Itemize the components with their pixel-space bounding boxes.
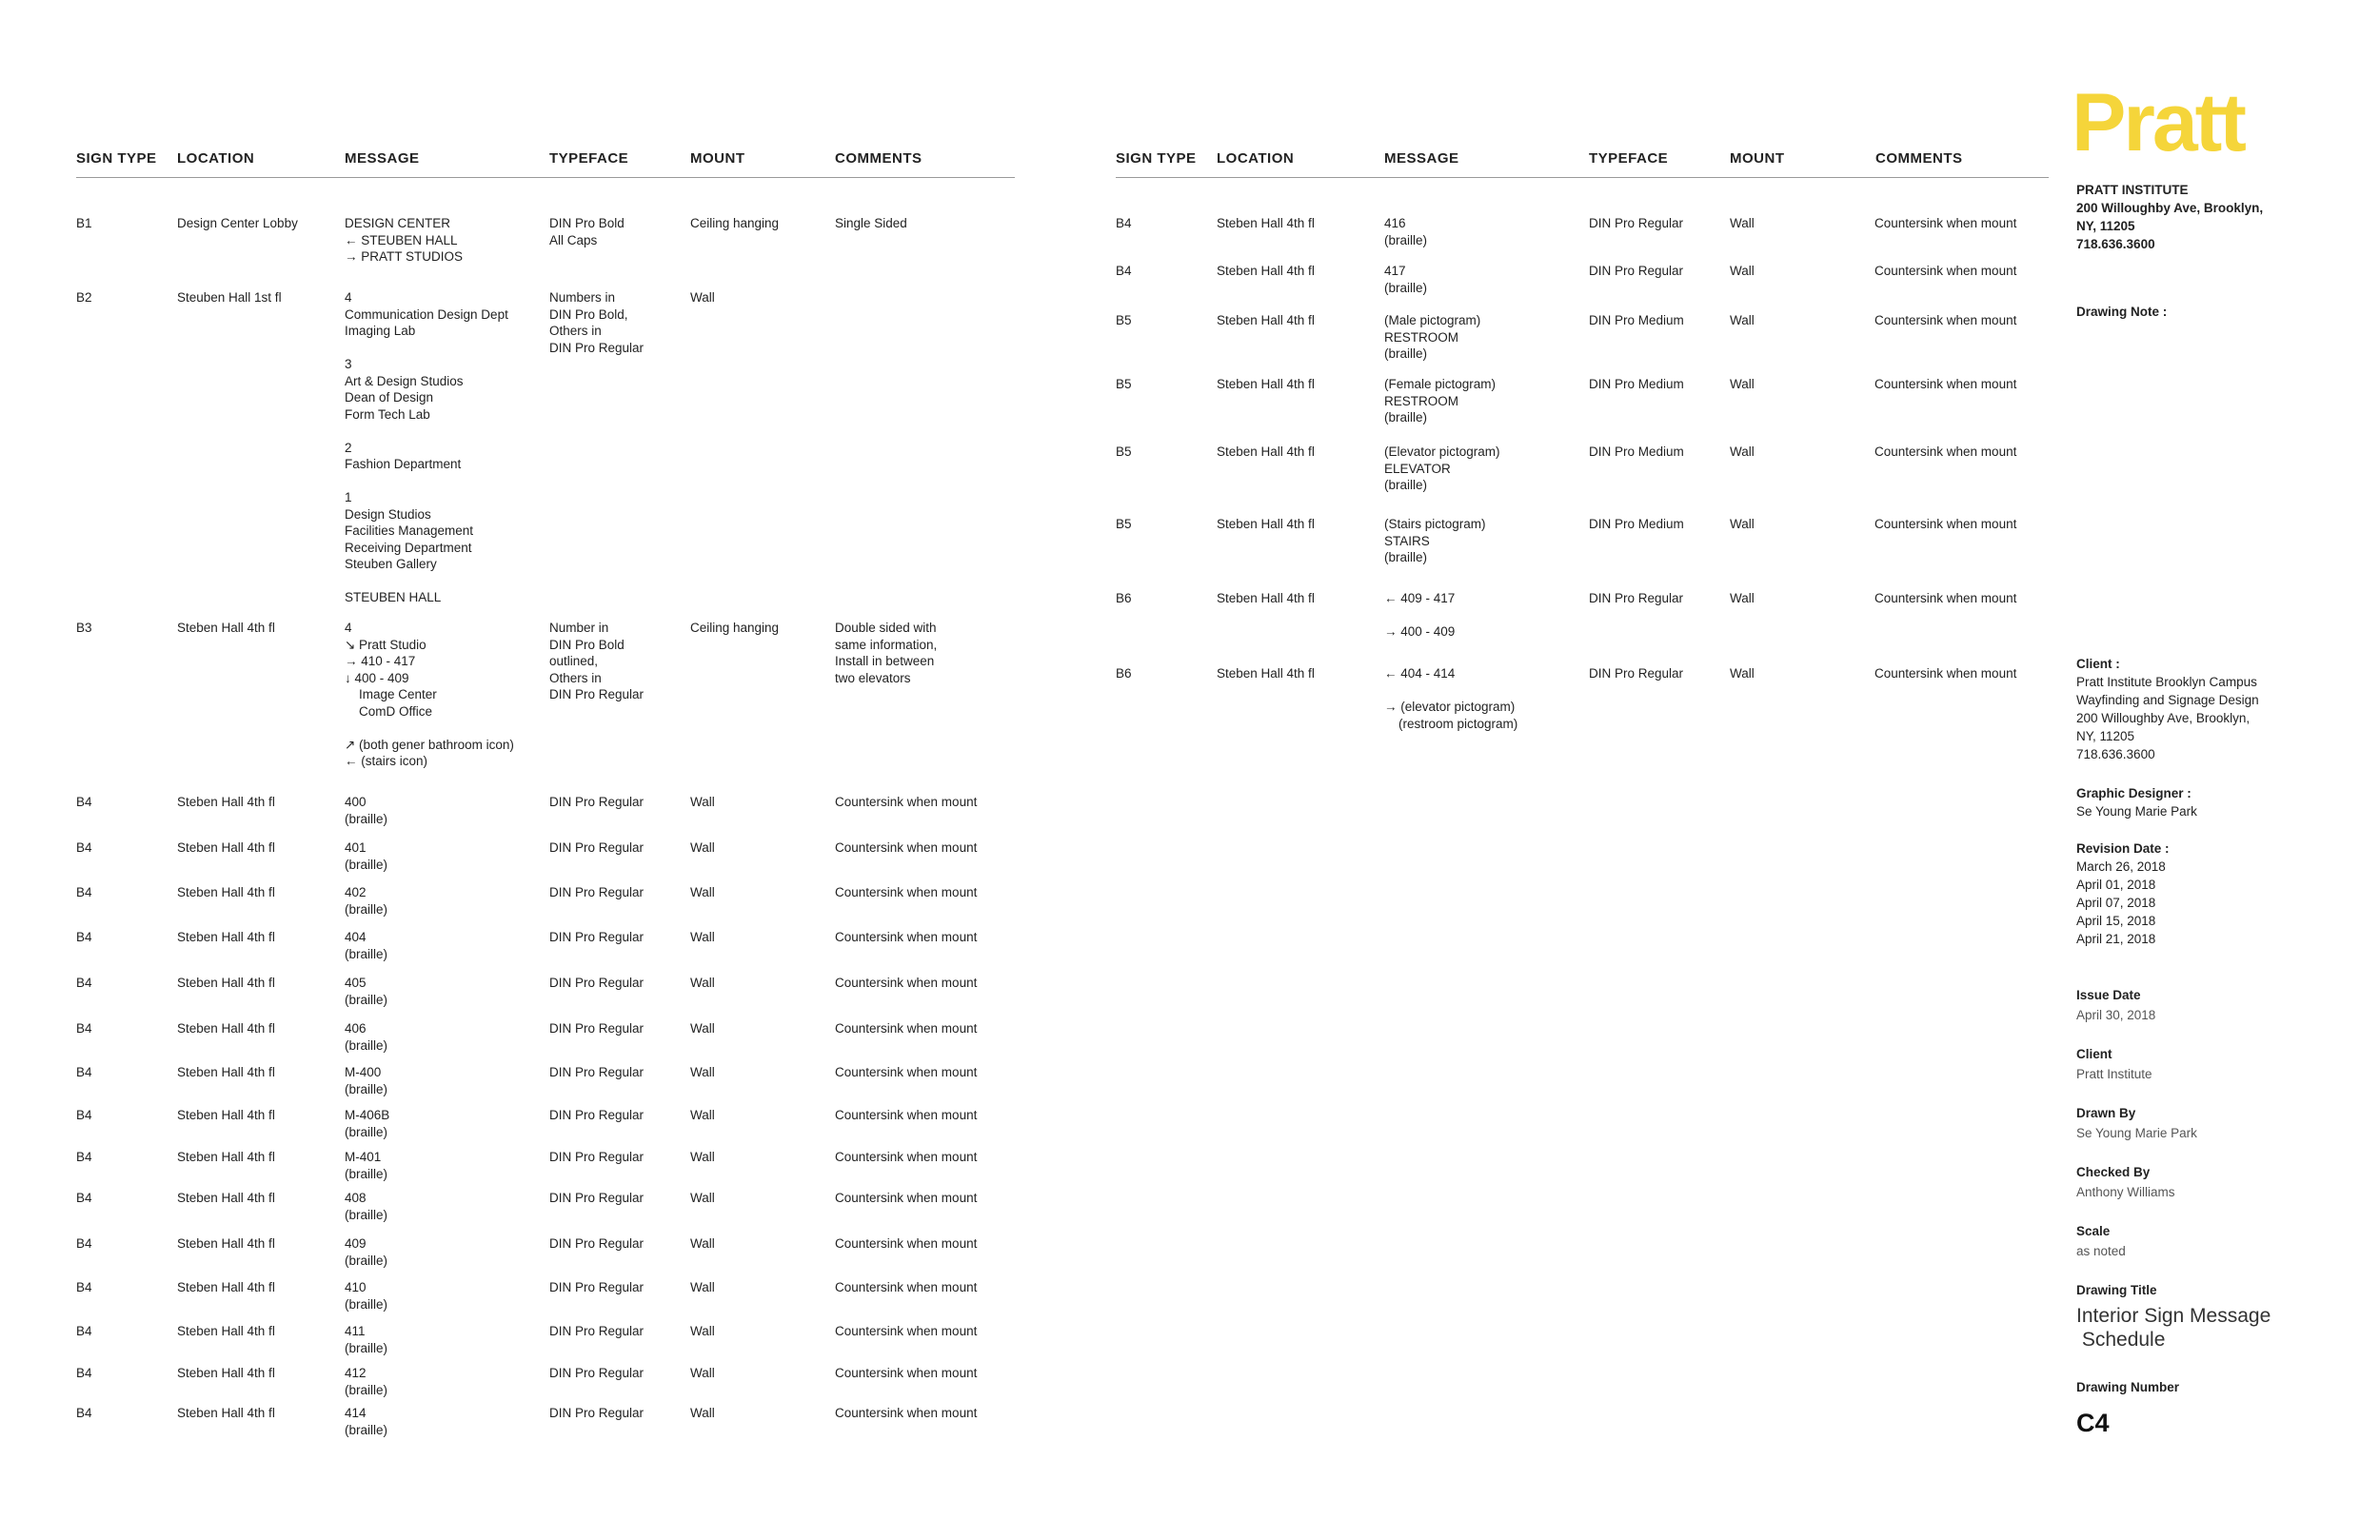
header-location: LOCATION	[1217, 150, 1295, 167]
table-header	[76, 150, 1015, 188]
cell-message: (Male pictogram) RESTROOM (braille)	[1384, 313, 1481, 361]
cell-message: DESIGN CENTER ← STEUBEN HALL → PRATT STUDIOS	[345, 216, 464, 264]
cell-mount: Wall	[1730, 377, 1755, 391]
client2-label: Client	[2076, 1047, 2112, 1061]
cell-location: Design Center Lobby	[177, 216, 298, 230]
cell-typeface: DIN Pro Bold All Caps	[549, 216, 625, 247]
cell-location: Steuben Hall 1st fl	[177, 290, 282, 305]
cell-location: Steben Hall 4th fl	[177, 976, 275, 990]
cell-comments: Countersink when mount	[835, 976, 978, 990]
cell-location: Steben Hall 4th fl	[177, 1150, 275, 1164]
cell-sign: B4	[76, 976, 92, 990]
drawing-note-label: Drawing Note :	[2076, 305, 2168, 319]
cell-location: Steben Hall 4th fl	[177, 840, 275, 855]
client-label: Client :	[2076, 657, 2120, 671]
cell-sign: B4	[1116, 264, 1132, 278]
client2-value: Pratt Institute	[2076, 1067, 2152, 1081]
cell-mount: Wall	[690, 1366, 715, 1380]
cell-sign: B4	[76, 1021, 92, 1036]
cell-typeface: DIN Pro Regular	[1589, 264, 1684, 278]
cell-message: ← 409 - 417 → 400 - 409	[1384, 591, 1456, 639]
drawn-by-value: Se Young Marie Park	[2076, 1126, 2197, 1140]
cell-comments: Double sided with same information, Install in between two elevators	[835, 621, 938, 685]
cell-comments: Countersink when mount	[835, 795, 978, 809]
cell-comments: Countersink when mount	[1874, 377, 2017, 391]
header-message: MESSAGE	[345, 150, 420, 167]
cell-mount: Ceiling hanging	[690, 621, 780, 635]
cell-typeface: DIN Pro Regular	[549, 1065, 645, 1079]
cell-message: 405 (braille)	[345, 976, 388, 1007]
cell-location: Steben Hall 4th fl	[177, 1406, 275, 1420]
cell-comments: Countersink when mount	[1874, 264, 2017, 278]
cell-message: (Elevator pictogram) ELEVATOR (braille)	[1384, 444, 1500, 492]
header-divider	[1116, 177, 2049, 178]
cell-message: 406 (braille)	[345, 1021, 388, 1053]
cell-typeface: DIN Pro Medium	[1589, 377, 1684, 391]
cell-location: Steben Hall 4th fl	[177, 795, 275, 809]
cell-sign: B4	[76, 840, 92, 855]
drawing-title-label: Drawing Title	[2076, 1283, 2157, 1297]
issue-date-value: April 30, 2018	[2076, 1008, 2156, 1022]
drawing-number-label: Drawing Number	[2076, 1380, 2180, 1394]
cell-sign: B4	[76, 1280, 92, 1294]
cell-message: 400 (braille)	[345, 795, 388, 826]
header-comments: COMMENTS	[835, 150, 922, 167]
cell-location: Steben Hall 4th fl	[1217, 591, 1315, 605]
cell-comments: Countersink when mount	[835, 1065, 978, 1079]
issue-date-label: Issue Date	[2076, 988, 2141, 1002]
cell-sign: B4	[76, 1324, 92, 1338]
cell-comments: Countersink when mount	[1874, 216, 2017, 230]
cell-sign: B5	[1116, 377, 1132, 391]
drawing-title-value: Interior Sign Message Schedule	[2076, 1305, 2271, 1351]
cell-mount: Wall	[1730, 264, 1755, 278]
cell-typeface: DIN Pro Medium	[1589, 313, 1684, 327]
cell-mount: Wall	[1730, 517, 1755, 531]
cell-message: M-400 (braille)	[345, 1065, 388, 1096]
cell-comments: Countersink when mount	[1874, 666, 2017, 681]
cell-comments: Countersink when mount	[835, 1280, 978, 1294]
cell-mount: Wall	[690, 290, 715, 305]
cell-typeface: DIN Pro Regular	[549, 1406, 645, 1420]
pratt-logo: Pratt	[2072, 77, 2244, 168]
cell-mount: Wall	[1730, 666, 1755, 681]
institute-address: 200 Willoughby Ave, Brooklyn, NY, 11205 718.636.3600	[2076, 201, 2264, 251]
cell-typeface: DIN Pro Regular	[549, 840, 645, 855]
cell-sign: B4	[76, 795, 92, 809]
cell-typeface: DIN Pro Regular	[549, 1021, 645, 1036]
cell-typeface: DIN Pro Regular	[549, 1324, 645, 1338]
cell-sign: B4	[1116, 216, 1132, 230]
cell-mount: Wall	[1730, 216, 1755, 230]
cell-sign: B4	[76, 1236, 92, 1251]
cell-location: Steben Hall 4th fl	[177, 621, 275, 635]
cell-sign: B4	[76, 1191, 92, 1205]
cell-sign: B2	[76, 290, 92, 305]
cell-message: 411 (braille)	[345, 1324, 388, 1355]
cell-sign: B4	[76, 1366, 92, 1380]
cell-location: Steben Hall 4th fl	[1217, 216, 1315, 230]
cell-comments: Countersink when mount	[1874, 517, 2017, 531]
cell-mount: Wall	[690, 1236, 715, 1251]
cell-mount: Wall	[690, 1324, 715, 1338]
cell-sign: B4	[76, 930, 92, 944]
cell-typeface: DIN Pro Regular	[549, 1366, 645, 1380]
cell-mount: Wall	[690, 795, 715, 809]
cell-typeface: Numbers in DIN Pro Bold, Others in DIN Pro Regular	[549, 290, 645, 355]
cell-message: 4 Communication Design Dept Imaging Lab 3 Art & Design Studios Dean of Design Form Tech Lab 2 Fashion Department 1 Design Studios Facilities Management Receiving Department Steuben Gallery STEUBEN HALL	[345, 290, 508, 604]
cell-message: 414 (braille)	[345, 1406, 388, 1437]
scale-value: as noted	[2076, 1244, 2126, 1258]
header-sign-type: SIGN TYPE	[76, 150, 157, 167]
cell-mount: Ceiling hanging	[690, 216, 780, 230]
header-location: LOCATION	[177, 150, 255, 167]
cell-comments: Single Sided	[835, 216, 907, 230]
cell-sign: B5	[1116, 517, 1132, 531]
cell-typeface: DIN Pro Regular	[549, 1108, 645, 1122]
cell-message: 409 (braille)	[345, 1236, 388, 1268]
cell-location: Steben Hall 4th fl	[177, 1236, 275, 1251]
cell-comments: Countersink when mount	[835, 1406, 978, 1420]
cell-mount: Wall	[690, 1191, 715, 1205]
cell-sign: B4	[76, 1065, 92, 1079]
cell-comments: Countersink when mount	[835, 1191, 978, 1205]
cell-sign: B6	[1116, 591, 1132, 605]
cell-sign: B5	[1116, 313, 1132, 327]
cell-message: 4 ↘ Pratt Studio → 410 - 417 ↓ 400 - 409 Image Center ComD Office ↗ (both gener bathroom icon) ← (stairs icon)	[345, 621, 514, 768]
cell-mount: Wall	[690, 1150, 715, 1164]
cell-mount: Wall	[690, 1406, 715, 1420]
cell-comments: Countersink when mount	[1874, 444, 2017, 459]
cell-typeface: DIN Pro Medium	[1589, 444, 1684, 459]
cell-comments: Countersink when mount	[835, 840, 978, 855]
revision-dates: March 26, 2018 April 01, 2018 April 07, 2018 April 15, 2018 April 21, 2018	[2076, 859, 2166, 946]
header-typeface: TYPEFACE	[549, 150, 629, 167]
cell-mount: Wall	[690, 885, 715, 899]
cell-comments: Countersink when mount	[835, 885, 978, 899]
cell-location: Steben Hall 4th fl	[1217, 377, 1315, 391]
header-mount: MOUNT	[1730, 150, 1785, 167]
cell-typeface: DIN Pro Regular	[549, 1280, 645, 1294]
cell-typeface: DIN Pro Regular	[549, 885, 645, 899]
cell-sign: B4	[76, 1108, 92, 1122]
cell-sign: B3	[76, 621, 92, 635]
cell-location: Steben Hall 4th fl	[177, 1108, 275, 1122]
cell-mount: Wall	[690, 1108, 715, 1122]
cell-message: M-401 (braille)	[345, 1150, 388, 1181]
cell-sign: B5	[1116, 444, 1132, 459]
cell-message: 410 (braille)	[345, 1280, 388, 1312]
cell-mount: Wall	[690, 1065, 715, 1079]
table-header	[1116, 150, 2049, 188]
cell-typeface: DIN Pro Medium	[1589, 517, 1684, 531]
client-value: Pratt Institute Brooklyn Campus Wayfinding and Signage Design 200 Willoughby Ave, Brooklyn, NY, 11205 718.636.3600	[2076, 675, 2259, 761]
cell-location: Steben Hall 4th fl	[177, 1324, 275, 1338]
cell-location: Steben Hall 4th fl	[177, 1366, 275, 1380]
cell-message: M-406B (braille)	[345, 1108, 390, 1139]
cell-message: (Female pictogram) RESTROOM (braille)	[1384, 377, 1497, 424]
cell-location: Steben Hall 4th fl	[1217, 517, 1315, 531]
header-typeface: TYPEFACE	[1589, 150, 1669, 167]
cell-message: 408 (braille)	[345, 1191, 388, 1222]
cell-mount: Wall	[690, 1280, 715, 1294]
cell-comments: Countersink when mount	[835, 1236, 978, 1251]
cell-sign: B4	[76, 1406, 92, 1420]
cell-mount: Wall	[1730, 313, 1755, 327]
header-sign-type: SIGN TYPE	[1116, 150, 1197, 167]
cell-mount: Wall	[1730, 444, 1755, 459]
cell-typeface: DIN Pro Regular	[1589, 591, 1684, 605]
cell-typeface: DIN Pro Regular	[549, 976, 645, 990]
cell-message: 412 (braille)	[345, 1366, 388, 1397]
header-divider	[76, 177, 1015, 178]
cell-comments: Countersink when mount	[835, 1150, 978, 1164]
cell-comments: Countersink when mount	[835, 1366, 978, 1380]
cell-location: Steben Hall 4th fl	[177, 1021, 275, 1036]
cell-message: ← 404 - 414 → (elevator pictogram) (restroom pictogram)	[1384, 666, 1518, 731]
cell-location: Steben Hall 4th fl	[1217, 313, 1315, 327]
cell-comments: Countersink when mount	[835, 1324, 978, 1338]
cell-message: 402 (braille)	[345, 885, 388, 917]
cell-comments: Countersink when mount	[835, 1108, 978, 1122]
cell-sign: B1	[76, 216, 92, 230]
cell-location: Steben Hall 4th fl	[1217, 444, 1315, 459]
checked-by-label: Checked By	[2076, 1165, 2151, 1179]
cell-location: Steben Hall 4th fl	[177, 1065, 275, 1079]
cell-message: 401 (braille)	[345, 840, 388, 872]
cell-location: Steben Hall 4th fl	[177, 1280, 275, 1294]
cell-comments: Countersink when mount	[1874, 591, 2017, 605]
cell-comments: Countersink when mount	[1874, 313, 2017, 327]
cell-sign: B6	[1116, 666, 1132, 681]
cell-typeface: DIN Pro Regular	[549, 1150, 645, 1164]
cell-location: Steben Hall 4th fl	[1217, 264, 1315, 278]
cell-message: 416 (braille)	[1384, 216, 1428, 247]
cell-sign: B4	[76, 885, 92, 899]
cell-comments: Countersink when mount	[835, 930, 978, 944]
cell-mount: Wall	[690, 1021, 715, 1036]
cell-typeface: DIN Pro Regular	[549, 1236, 645, 1251]
cell-typeface: DIN Pro Regular	[1589, 666, 1684, 681]
revision-date-label: Revision Date :	[2076, 841, 2170, 856]
cell-mount: Wall	[1730, 591, 1755, 605]
cell-typeface: DIN Pro Regular	[1589, 216, 1684, 230]
checked-by-value: Anthony Williams	[2076, 1185, 2175, 1199]
header-message: MESSAGE	[1384, 150, 1459, 167]
institute-name: PRATT INSTITUTE	[2076, 183, 2189, 197]
cell-sign: B4	[76, 1150, 92, 1164]
cell-typeface: DIN Pro Regular	[549, 930, 645, 944]
cell-mount: Wall	[690, 976, 715, 990]
cell-location: Steben Hall 4th fl	[177, 1191, 275, 1205]
scale-label: Scale	[2076, 1224, 2111, 1238]
cell-typeface: DIN Pro Regular	[549, 1191, 645, 1205]
cell-typeface: DIN Pro Regular	[549, 795, 645, 809]
cell-typeface: Number in DIN Pro Bold outlined, Others in DIN Pro Regular	[549, 621, 645, 701]
cell-message: 404 (braille)	[345, 930, 388, 961]
cell-message: (Stairs pictogram) STAIRS (braille)	[1384, 517, 1486, 564]
cell-location: Steben Hall 4th fl	[177, 930, 275, 944]
left-schedule-table	[76, 150, 1015, 1464]
cell-location: Steben Hall 4th fl	[177, 885, 275, 899]
cell-mount: Wall	[690, 930, 715, 944]
cell-location: Steben Hall 4th fl	[1217, 666, 1315, 681]
drawn-by-label: Drawn By	[2076, 1106, 2136, 1120]
cell-message: 417 (braille)	[1384, 264, 1428, 295]
header-mount: MOUNT	[690, 150, 745, 167]
cell-mount: Wall	[690, 840, 715, 855]
graphic-designer-label: Graphic Designer :	[2076, 786, 2192, 800]
cell-comments: Countersink when mount	[835, 1021, 978, 1036]
header-comments: COMMENTS	[1875, 150, 1963, 167]
drawing-number-value: C4	[2076, 1409, 2110, 1437]
graphic-designer-value: Se Young Marie Park	[2076, 804, 2197, 819]
right-schedule-table	[1116, 150, 2049, 760]
